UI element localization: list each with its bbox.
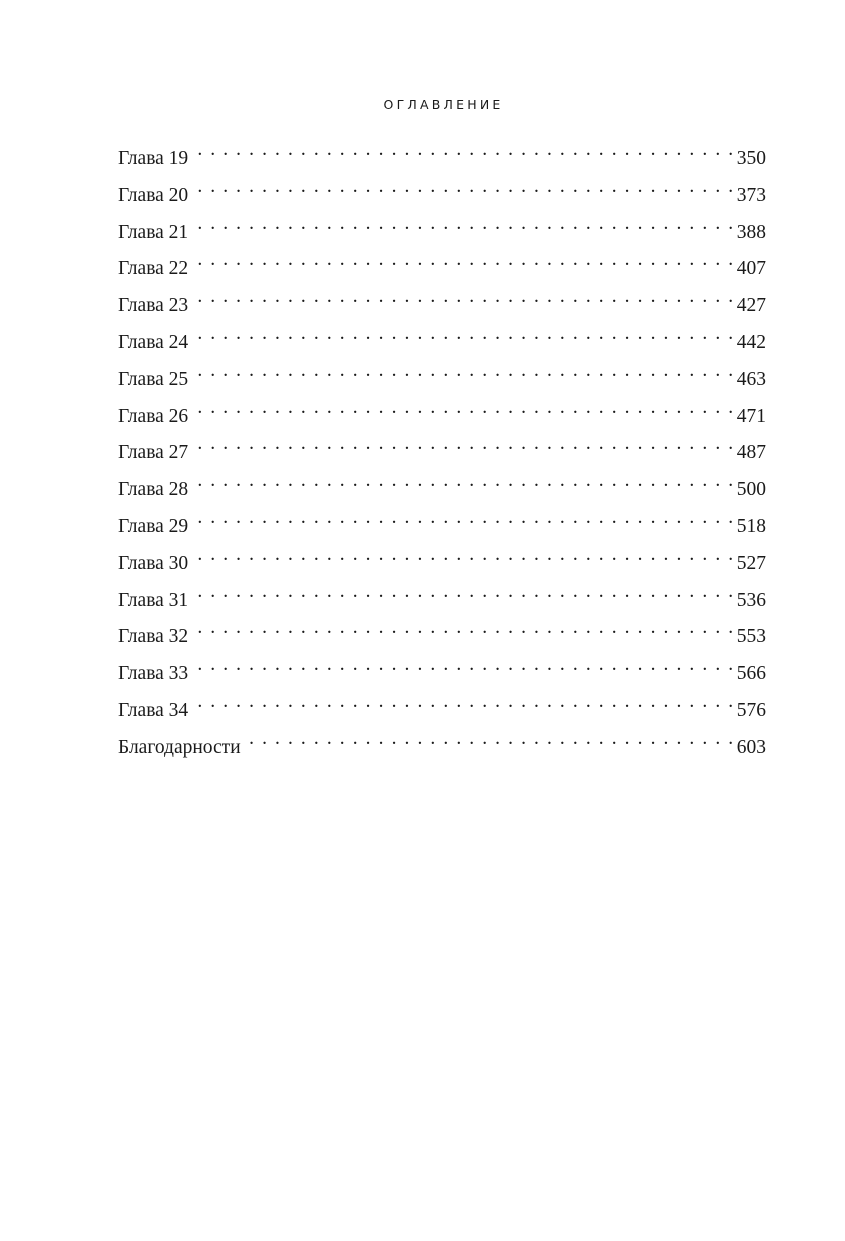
page-title: ОГЛАВЛЕНИЕ (383, 97, 504, 112)
toc-entry-label: Глава 29 (118, 515, 189, 537)
toc-entry-label: Глава 27 (118, 442, 189, 464)
toc-entry-chapter-28[interactable] (118, 467, 766, 504)
toc-entry-label: Благодарности (118, 736, 241, 758)
toc-entry-chapter-27[interactable] (118, 430, 766, 467)
toc-entry-page-number: 518 (736, 515, 766, 537)
toc-entry-label: Глава 33 (118, 663, 189, 685)
toc-entry-page-number: 373 (736, 184, 766, 206)
toc-entry-page-number: 487 (736, 442, 766, 464)
toc-entry-page-number: 442 (736, 331, 766, 353)
toc-dot-leader (192, 394, 735, 422)
toc-dot-leader (192, 578, 735, 606)
toc-entry-page-number: 427 (736, 295, 766, 317)
toc-entry-page-number: 553 (736, 626, 766, 648)
toc-dot-leader (192, 173, 735, 201)
toc-entry-label: Глава 23 (118, 295, 189, 317)
toc-dot-leader (192, 688, 735, 716)
toc-entry-chapter-20[interactable] (118, 173, 766, 210)
toc-dot-leader (192, 136, 735, 164)
toc-dot-leader (192, 467, 735, 495)
toc-entry-page-number: 603 (736, 736, 766, 758)
toc-dot-leader (192, 651, 735, 679)
toc-entry-acknowledgements[interactable] (118, 725, 766, 762)
toc-entry-label: Глава 20 (118, 184, 189, 206)
toc-entry-chapter-34[interactable] (118, 688, 766, 725)
toc-entry-label: Глава 21 (118, 221, 189, 243)
toc-dot-leader (192, 320, 735, 348)
toc-entry-chapter-30[interactable] (118, 541, 766, 578)
toc-dot-leader (192, 357, 735, 385)
toc-dot-leader (192, 246, 735, 274)
toc-entry-page-number: 388 (736, 221, 766, 243)
toc-entry-page-number: 471 (736, 405, 766, 427)
toc-entry-label: Глава 24 (118, 331, 189, 353)
toc-entry-page-number: 536 (736, 589, 766, 611)
toc-entry-label: Глава 26 (118, 405, 189, 427)
toc-entry-label: Глава 19 (118, 148, 189, 169)
toc-entry-page-number: 407 (736, 258, 766, 280)
toc-entry-chapter-31[interactable] (118, 578, 766, 615)
toc-dot-leader (192, 541, 735, 569)
toc-entry-chapter-22[interactable] (118, 246, 766, 283)
toc-entry-page-number: 500 (736, 479, 766, 501)
toc-entry-label: Глава 31 (118, 589, 189, 611)
toc-dot-leader (192, 210, 735, 238)
toc-dot-leader (192, 504, 735, 532)
toc-dot-leader (245, 725, 735, 753)
toc-entry-chapter-23[interactable] (118, 283, 766, 320)
toc-entry-chapter-19[interactable] (118, 136, 766, 173)
toc-entry-page-number: 463 (736, 368, 766, 390)
toc-entry-label: Глава 32 (118, 626, 189, 648)
toc-dot-leader (192, 283, 735, 311)
toc-entry-chapter-25[interactable] (118, 357, 766, 394)
table-of-contents (118, 136, 766, 762)
toc-entry-label: Глава 22 (118, 258, 189, 280)
toc-entry-label: Глава 28 (118, 479, 189, 501)
toc-entry-label: Глава 34 (118, 699, 189, 721)
toc-entry-label: Глава 30 (118, 552, 189, 574)
toc-entry-chapter-21[interactable] (118, 210, 766, 247)
toc-entry-chapter-29[interactable] (118, 504, 766, 541)
toc-entry-page-number: 566 (736, 663, 766, 685)
toc-entry-chapter-24[interactable] (118, 320, 766, 357)
toc-dot-leader (192, 430, 735, 458)
toc-entry-label: Глава 25 (118, 368, 189, 390)
toc-entry-chapter-32[interactable] (118, 614, 766, 651)
toc-entry-chapter-33[interactable] (118, 651, 766, 688)
toc-entry-page-number: 350 (736, 148, 766, 169)
toc-dot-leader (192, 614, 735, 642)
toc-entry-page-number: 527 (736, 552, 766, 574)
toc-entry-chapter-26[interactable] (118, 394, 766, 431)
toc-entry-page-number: 576 (736, 699, 766, 721)
